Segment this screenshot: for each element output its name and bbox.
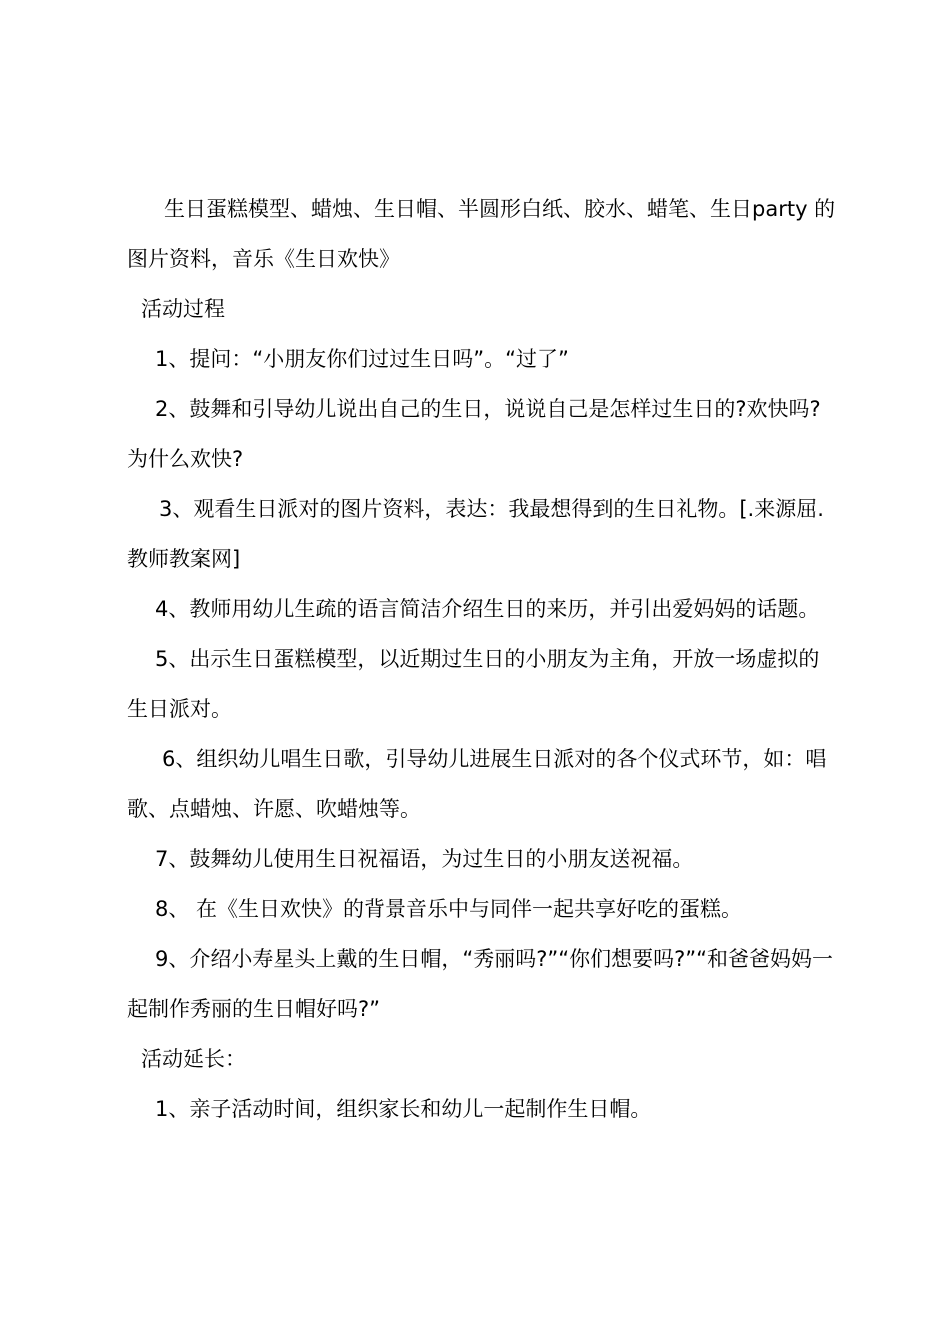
step-5-paragraph: 5、出示生日蛋糕模型，以近期过生日的小朋友为主角，开放一场虚拟的生日派对。 <box>127 647 820 721</box>
step-9-paragraph: 9、介绍小寿星头上戴的生日帽，“秀丽吗?”“你们想要吗?”“和爸爸妈妈一起制作秀丽的生日帽好吗?” <box>127 947 834 1021</box>
step-8-paragraph: 8、 在《生日欢快》的背景音乐中与同伴一起共享好吃的蛋糕。 <box>155 897 743 921</box>
materials-paragraph: 生日蛋糕模型、蜡烛、生日帽、半圆形白纸、胶水、蜡笔、生日party 的图片资料，音乐《生日欢快》 <box>127 197 836 271</box>
step-1-paragraph: 1、提问：“小朋友你们过过生日吗”。“过了” <box>155 347 569 371</box>
section-heading-activity-process: 活动过程 <box>141 297 225 321</box>
step-4-paragraph: 4、教师用幼儿生疏的语言简洁介绍生日的来历，并引出爱妈妈的话题。 <box>155 597 820 621</box>
step-2-paragraph: 2、鼓舞和引导幼儿说出自己的生日，说说自己是怎样过生日的?欢快吗?为什么欢快? <box>127 397 821 471</box>
step-7-paragraph: 7、鼓舞幼儿使用生日祝福语，为过生日的小朋友送祝福。 <box>155 847 694 871</box>
section-heading-activity-extension: 活动延长： <box>141 1047 246 1071</box>
extension-1-paragraph: 1、亲子活动时间，组织家长和幼儿一起制作生日帽。 <box>155 1097 652 1121</box>
step-3-paragraph: 3、观看生日派对的图片资料，表达：我最想得到的生日礼物。[.来源屈.教师教案网] <box>127 497 824 571</box>
step-6-paragraph: 6、组织幼儿唱生日歌，引导幼儿进展生日派对的各个仪式环节，如：唱歌、点蜡烛、许愿、吹蜡烛等。 <box>127 747 827 821</box>
document-body <box>127 184 837 1134</box>
